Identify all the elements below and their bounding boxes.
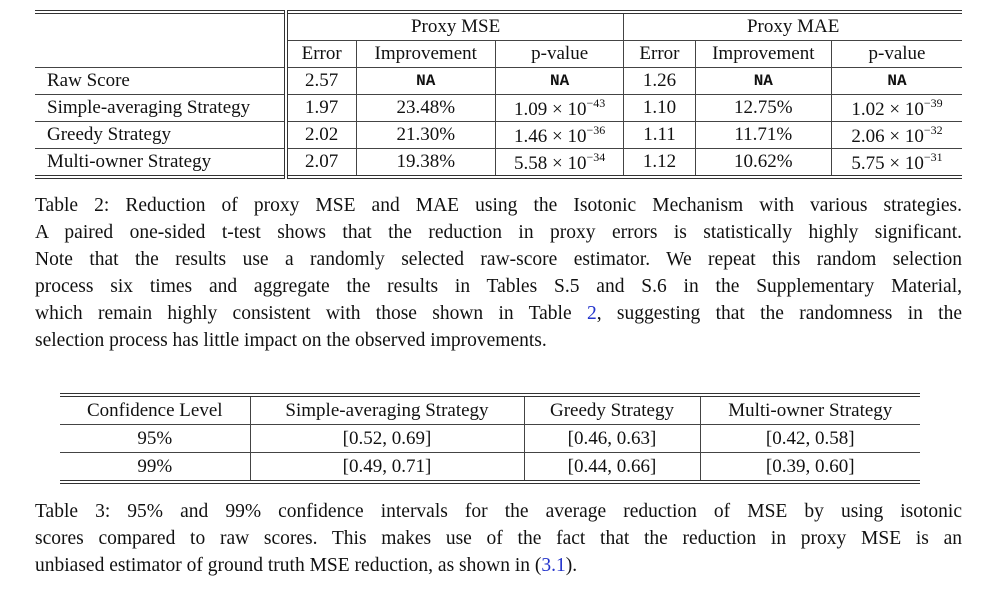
cell: [0.44, 0.66] xyxy=(524,453,700,483)
cell: [0.52, 0.69] xyxy=(250,425,524,453)
group-header-proxy-mae: Proxy MAE xyxy=(624,12,962,41)
table-3-caption xyxy=(35,498,962,579)
cell xyxy=(495,149,623,178)
cell: 1.11 xyxy=(624,122,695,149)
column-header: Improvement xyxy=(356,41,495,68)
cell: [0.46, 0.63] xyxy=(524,425,700,453)
caption-line: A paired one-sided t-test shows that the reduction in proxy errors is statistically highly significant. xyxy=(35,222,962,243)
column-header: p-value xyxy=(495,41,623,68)
p-value: 5.75 × 10 xyxy=(851,152,924,174)
cell: 10.62% xyxy=(695,149,831,178)
cell: 2.57 xyxy=(286,68,356,95)
column-header: Error xyxy=(286,41,356,68)
column-header: Confidence Level xyxy=(60,395,250,425)
cell: 95% xyxy=(60,425,250,453)
cell: 21.30% xyxy=(356,122,495,149)
exponent: −39 xyxy=(923,95,943,110)
cell: 2.07 xyxy=(286,149,356,178)
cell: [0.42, 0.58] xyxy=(700,425,920,453)
cell xyxy=(495,95,623,122)
exponent: −34 xyxy=(586,149,606,164)
cell: NA xyxy=(695,68,831,95)
caption-line: Table 3: 95% and 99% confidence intervals for the average reduction of MSE by using isotonic xyxy=(35,501,962,522)
cell xyxy=(832,149,962,178)
table-row xyxy=(60,425,920,453)
cell xyxy=(832,95,962,122)
table-row xyxy=(35,122,962,149)
row-label: Greedy Strategy xyxy=(35,122,286,149)
cell: NA xyxy=(832,68,962,95)
p-value: 1.02 × 10 xyxy=(851,98,924,120)
column-header: Multi-owner Strategy xyxy=(700,395,920,425)
p-value: 5.58 × 10 xyxy=(514,152,587,174)
exponent: −31 xyxy=(923,149,943,164)
table-reference-link[interactable]: 2 xyxy=(586,303,597,324)
exponent: −32 xyxy=(923,122,943,137)
table-row xyxy=(60,453,920,483)
cell xyxy=(495,122,623,149)
column-header: Error xyxy=(624,41,695,68)
caption-line: process six times and aggregate the results in Tables S.5 and S.6 in the Supplementary Material, xyxy=(35,276,962,297)
caption-line: unbiased estimator of ground truth MSE reduction, as shown in (3.1). xyxy=(35,555,578,576)
cell: 23.48% xyxy=(356,95,495,122)
cell: [0.39, 0.60] xyxy=(700,453,920,483)
cell xyxy=(832,122,962,149)
exponent: −43 xyxy=(586,95,606,110)
caption-line: scores compared to raw scores. This makes use of the fact that the reduction in proxy MSE is an xyxy=(35,528,962,549)
caption-line: selection process has little impact on the observed improvements. xyxy=(35,330,547,351)
table-row xyxy=(35,68,962,95)
cell: 1.97 xyxy=(286,95,356,122)
cell: 2.02 xyxy=(286,122,356,149)
table-row xyxy=(35,95,962,122)
column-header: Greedy Strategy xyxy=(524,395,700,425)
cell: 1.26 xyxy=(624,68,695,95)
group-header-proxy-mse: Proxy MSE xyxy=(286,12,624,41)
row-label: Simple-averaging Strategy xyxy=(35,95,286,122)
cell: 19.38% xyxy=(356,149,495,178)
equation-reference-link[interactable]: 3.1 xyxy=(541,555,566,576)
table-row xyxy=(35,149,962,178)
caption-line: Table 2: Reduction of proxy MSE and MAE using the Isotonic Mechanism with various strategies. xyxy=(35,195,962,216)
exponent: −36 xyxy=(586,122,606,137)
caption-line: which remain highly consistent with those shown in Table 2, suggesting that the randomness in the xyxy=(35,303,962,324)
cell: 11.71% xyxy=(695,122,831,149)
cell: 99% xyxy=(137,455,173,477)
column-header: Simple-averaging Strategy xyxy=(250,395,524,425)
cell: 12.75% xyxy=(695,95,831,122)
table-3 xyxy=(60,393,920,484)
cell: 1.10 xyxy=(624,95,695,122)
table-2-caption xyxy=(35,192,962,354)
caption-line: Note that the results use a randomly selected raw-score estimator. We repeat this random selection xyxy=(35,249,962,270)
row-label: Multi-owner Strategy xyxy=(35,149,286,178)
p-value: 1.46 × 10 xyxy=(514,125,587,147)
column-header: p-value xyxy=(832,41,962,68)
table-header-row xyxy=(60,395,920,425)
table-header-row xyxy=(35,41,962,68)
p-value: 1.09 × 10 xyxy=(514,98,587,120)
column-header: Improvement xyxy=(695,41,831,68)
cell: [0.49, 0.71] xyxy=(250,453,524,483)
cell: NA xyxy=(356,68,495,95)
cell: NA xyxy=(495,68,623,95)
table-header-row-groups xyxy=(35,12,962,41)
p-value: 2.06 × 10 xyxy=(851,125,924,147)
table-2 xyxy=(35,10,962,179)
row-label: Raw Score xyxy=(35,68,286,95)
cell: 1.12 xyxy=(624,149,695,178)
